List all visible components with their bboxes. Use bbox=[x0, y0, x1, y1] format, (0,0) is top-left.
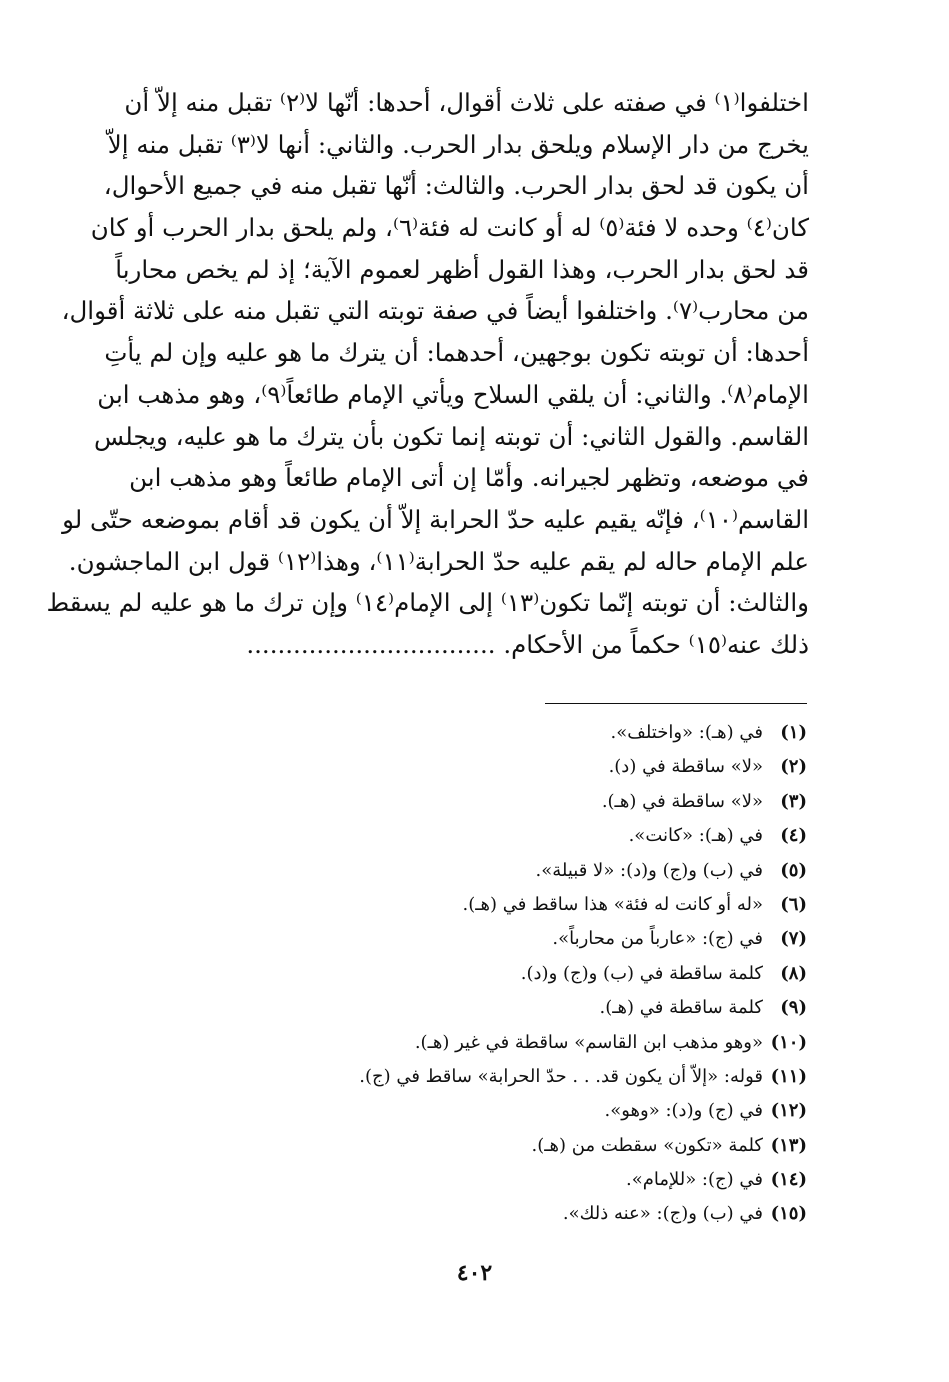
footnote-text: في (ج) و(د): «وهو». bbox=[604, 1100, 763, 1122]
footnote-item bbox=[167, 716, 807, 750]
text-line: أحدها: أن توبته تكون بوجهين، أحدهما: أن يترك ما هو عليه وإن لم يأتِ bbox=[104, 338, 809, 368]
footnote-text: في (ب) و(ج): «عنه ذلك». bbox=[562, 1203, 763, 1225]
text-line: والثالث: أن توبته إنّما تكون⁽١٣⁾ إلى الإمام⁽١٤⁾ وإن ترك ما هو عليه لم يسقط bbox=[46, 588, 809, 618]
footnote-item bbox=[167, 1026, 807, 1060]
footnote-item bbox=[167, 1129, 807, 1163]
footnote-text: «لا» ساقطة في (هـ). bbox=[601, 790, 763, 812]
footnote-number: (١٤) bbox=[770, 1169, 807, 1191]
main-text bbox=[46, 82, 809, 666]
footnote-item bbox=[167, 854, 807, 888]
text-line: أن يكون قد لحق بدار الحرب. والثالث: أنّها تقبل منه في جميع الأحوال، bbox=[103, 171, 809, 201]
text-line: يخرج من دار الإسلام ويلحق بدار الحرب. والثاني: أنها لا⁽٣⁾ تقبل منه إلاّ bbox=[107, 129, 809, 159]
footnote-text: في (هـ): «كانت». bbox=[628, 825, 763, 847]
footnote-number: (١٥) bbox=[770, 1203, 807, 1225]
text-line-final: ذلك عنه⁽١٥⁾ حكماً من الأحكام. bbox=[503, 629, 809, 659]
footnote-number: (٦) bbox=[780, 893, 807, 915]
text-line: من محارب⁽٧⁾. واختلفوا أيضاً في صفة توبته التي تقبل منه على ثلاثة أقوال، bbox=[61, 296, 809, 326]
footnote-item bbox=[167, 750, 807, 784]
footnote-number: (١٠) bbox=[770, 1031, 807, 1053]
page-number: ٤٠٢ bbox=[456, 1260, 493, 1286]
footnote-item bbox=[167, 922, 807, 956]
text-line: في موضعه، وتظهر لجيرانه. وأمّا إن أتى الإمام طائعاً وهو مذهب ابن bbox=[129, 463, 809, 493]
text-line: القاسم. والقول الثاني: أن توبته إنما تكون بأن يترك ما هو عليه، ويجلس bbox=[94, 421, 809, 451]
footnote-number: (٥) bbox=[780, 859, 807, 881]
footnote-text: في (ج): «عارباً من محارباً». bbox=[552, 928, 763, 950]
footnote-item bbox=[167, 1197, 807, 1231]
footnote-text: «وهو مذهب ابن القاسم» ساقطة في غير (هـ). bbox=[414, 1031, 763, 1053]
footnote-number: (١٣) bbox=[770, 1134, 807, 1156]
footnote-number: (٩) bbox=[780, 997, 807, 1019]
footnote-item bbox=[167, 785, 807, 819]
footnote-separator bbox=[545, 703, 807, 704]
footnote-text: في (ب) و(ج) و(د): «لا قبيلة». bbox=[535, 859, 763, 881]
trailing-dots: ................................ bbox=[246, 629, 496, 659]
text-line: علم الإمام حاله لم يقم عليه حدّ الحرابة⁽١١⁾، وهذا⁽١٢⁾ قول ابن الماجشون. bbox=[68, 546, 809, 576]
text-line: كان⁽٤⁾ وحده لا فئة⁽٥⁾ له أو كانت له فئة⁽٦⁾، ولم يلحق بدار الحرب أو كان bbox=[90, 213, 809, 243]
footnote-item bbox=[167, 1060, 807, 1094]
footnote-text: في (هـ): «واختلف». bbox=[610, 722, 763, 743]
footnote-number: (٧) bbox=[780, 928, 807, 950]
footnote-number: (٣) bbox=[780, 790, 807, 812]
footnote-number: (١١) bbox=[770, 1065, 807, 1087]
footnote-number: (١٢) bbox=[770, 1100, 807, 1122]
footnote-item bbox=[167, 957, 807, 991]
text-line-last bbox=[137, 624, 809, 666]
footnote-number: (٨) bbox=[780, 962, 807, 984]
text-line: القاسم⁽١٠⁾، فإنّه يقيم عليه حدّ الحرابة إلاّ أن يكون قد أقام بموضعه حتّى لو bbox=[62, 504, 809, 534]
footnote-text: في (ج): «للإمام». bbox=[625, 1169, 763, 1191]
text-line: قد لحق بدار الحرب، وهذا القول أظهر لعموم الآية؛ إذ لم يخص محارباً bbox=[115, 254, 809, 284]
text-line: الإمام⁽٨⁾. والثاني: أن يلقي السلاح ويأتي الإمام طائعاً⁽٩⁾، وهو مذهب ابن bbox=[97, 379, 809, 409]
footnote-text: كلمة ساقطة في (ب) و(ج) و(د). bbox=[520, 962, 763, 984]
footnote-item bbox=[167, 1094, 807, 1128]
footnote-number: (١) bbox=[780, 722, 807, 743]
footnote-number: (٤) bbox=[780, 825, 807, 847]
footnote-item bbox=[167, 991, 807, 1025]
footnote-item bbox=[167, 888, 807, 922]
footnote-number: (٢) bbox=[780, 756, 807, 778]
footnote-item bbox=[167, 1163, 807, 1197]
footnote-text: كلمة «تكون» سقطت من (هـ). bbox=[531, 1134, 763, 1156]
footnote-text: كلمة ساقطة في (هـ). bbox=[599, 997, 763, 1019]
footnote-text: «له أو كانت له فئة» هذا ساقط في (هـ). bbox=[462, 893, 763, 915]
footnote-text: قوله: «إلاّ أن يكون قد. . . حدّ الحرابة» ساقط في (ج). bbox=[359, 1065, 763, 1087]
footnote-text: «لا» ساقطة في (د). bbox=[608, 756, 763, 778]
footnote-item bbox=[167, 819, 807, 853]
text-line: اختلفوا⁽١⁾ في صفته على ثلاث أقوال، أحدها: أنّها لا⁽٢⁾ تقبل منه إلاّ أن bbox=[124, 88, 809, 117]
footnotes-list bbox=[167, 716, 807, 1232]
